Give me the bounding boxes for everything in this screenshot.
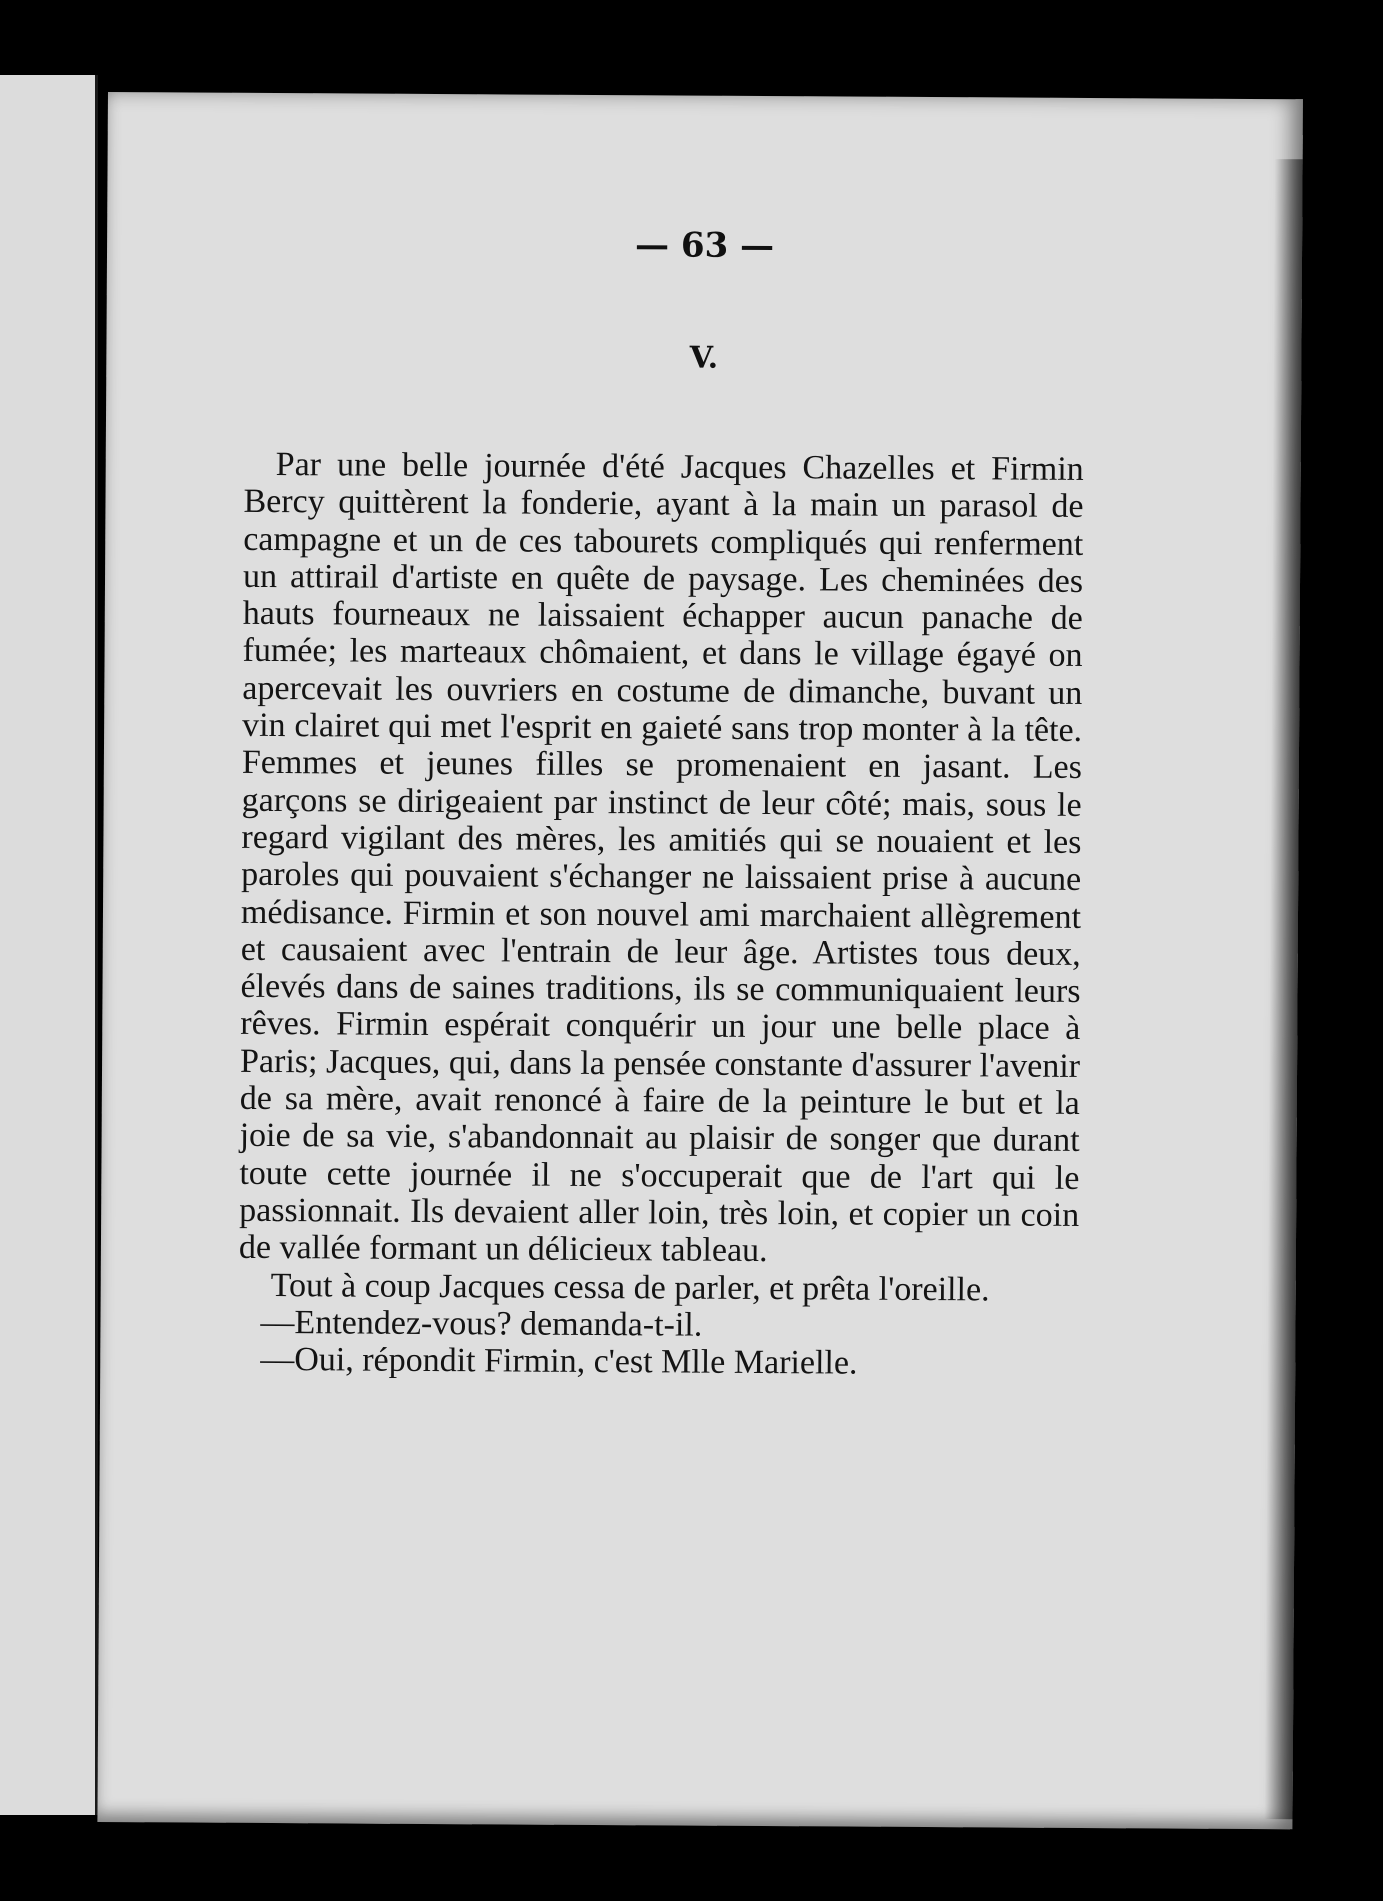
page-edge-shadow [1264,159,1302,1819]
book-page [97,92,1303,1829]
chapter-heading: V. [689,340,719,376]
page-number: — 63 — [634,225,775,267]
body-text [238,446,1084,1384]
previous-page-edge [0,75,98,1815]
dialogue-line: —Oui, répondit Firmin, c'est Mlle Marielle. [260,1341,858,1382]
paragraph: Tout à coup Jacques cessa de parler, et prêta l'oreille. [270,1266,990,1308]
dialogue-line: —Entendez-vous? demanda-t-il. [260,1303,703,1344]
paragraph: Par une belle journée d'été Jacques Chazelles et Firmin Bercy quittèrent la fonderie, ayant à la main un parasol de campagne et un de ces tabourets compliqués qui renferment un attirail d'artiste en quête de paysage. Les cheminées des hauts fourneaux ne laissaient échapper aucun panache de fumée; les marteaux chômaient, et dans le village égayé on apercevait les ouvriers en costume de dimanche, buvant un vin clairet qui met l'esprit en gaieté sans trop monter à la tête. Femmes et jeunes filles se promenaient en jasant. Les garçons se dirigeaient par instinct de leur côté; mais, sous le regard vigilant des mères, les amitiés qui se nouaient et les paroles qui pouvaient s'échanger ne laissaient prise à aucune médisance. Firmin et son nouvel ami marchaient allègrement et causaient avec l'entrain de leur âge. Artistes tous deux, élevés dans de saines traditions, ils se communiquaient leurs rêves. Firmin espérait conquérir un jour une belle place à Paris; Jacques, qui, dans la pensée constante d'assurer l'avenir de sa mère, avait renoncé à faire de la peinture le but et la joie de sa vie, s'abandonnait au plaisir de songer que durant toute cette journée il ne s'occuperait que de l'art qui le passionnait. Ils devaient aller loin, très loin, et copier un coin de vallée formant un délicieux tableau. [238,446,1084,1270]
